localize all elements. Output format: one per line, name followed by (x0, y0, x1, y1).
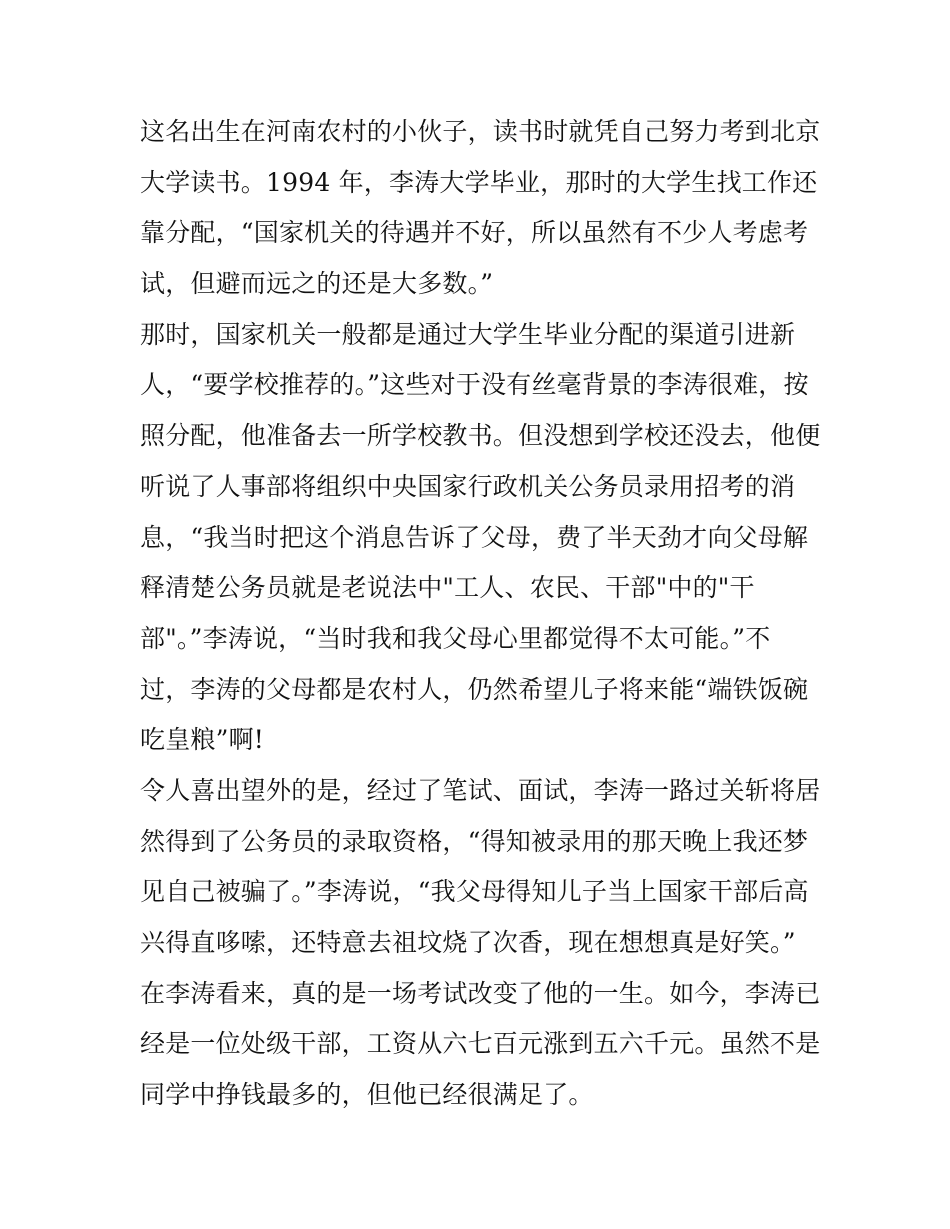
text-line: 在李涛看来，真的是一场考试改变了他的一生。如今，李涛已 (140, 978, 821, 1008)
text-line: 听说了人事部将组织中央国家行政机关公务员录用招考的消 (140, 471, 796, 501)
text-line: 过，李涛的父母都是农村人，仍然希望儿子将来能“端铁饭碗 (140, 674, 809, 704)
text-line: 见自己被骗了。”李涛说，“我父母得知儿子当上国家干部后高 (140, 877, 809, 907)
text-line: 令人喜出望外的是，经过了笔试、面试，李涛一路过关斩将居 (140, 775, 821, 805)
text-line: 然得到了公务员的录取资格，“得知被录用的那天晚上我还梦 (140, 826, 809, 856)
text-line: 大学读书。1994 年，李涛大学毕业，那时的大学生找工作还 (140, 167, 818, 197)
text-line: 这名出生在河南农村的小伙子，读书时就凭自己努力考到北京 (140, 117, 821, 146)
text-line: 释清楚公务员就是老说法中"工人、农民、干部"中的"干 (140, 573, 755, 603)
text-line: 人，“要学校推荐的。”这些对于没有丝毫背景的李涛很难，按 (140, 370, 809, 400)
text-line: 照分配，他准备去一所学校教书。但没想到学校还没去，他便 (140, 421, 821, 451)
text-line: 同学中挣钱最多的，但他已经很满足了。 (140, 1080, 594, 1110)
text-line: 部"。”李涛说，“当时我和我父母心里都觉得不太可能。”不 (140, 623, 771, 653)
text-line: 那时，国家机关一般都是通过大学生毕业分配的渠道引进新 (140, 319, 796, 349)
article-body (140, 107, 820, 1121)
text-line: 靠分配，“国家机关的待遇并不好，所以虽然有不少人考虑考 (140, 218, 809, 248)
text-line: 吃皇粮”啊! (140, 725, 265, 755)
text-line: 经是一位处级干部，工资从六七百元涨到五六千元。虽然不是 (140, 1029, 821, 1059)
text-line: 息，“我当时把这个消息告诉了父母，费了半天劲才向父母解 (140, 522, 809, 552)
text-line: 兴得直哆嗦，还特意去祖坟烧了次香，现在想想真是好笑。” (140, 928, 796, 957)
text-line: 试，但避而远之的还是大多数。” (140, 269, 494, 299)
